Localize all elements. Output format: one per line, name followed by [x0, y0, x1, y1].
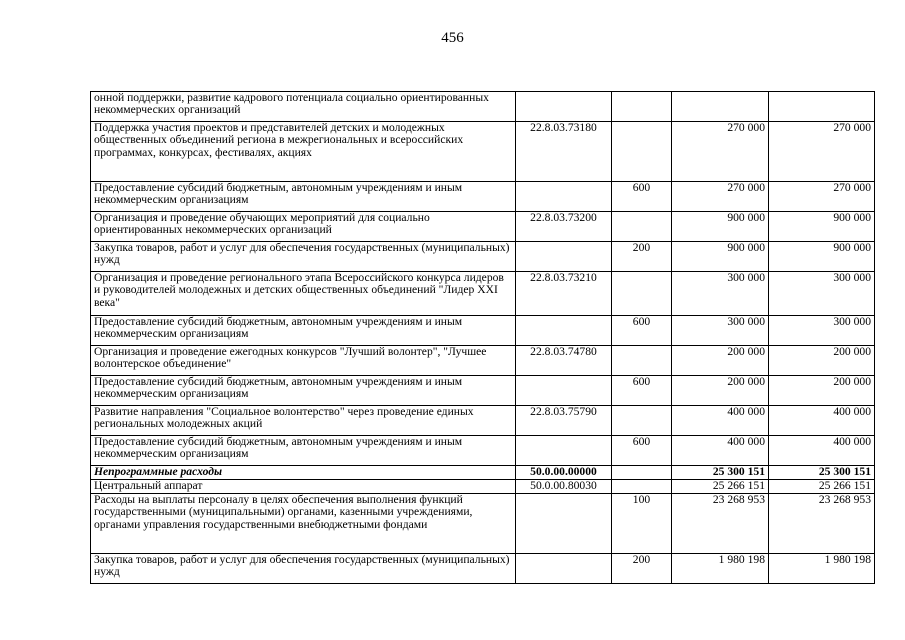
- amount-year2-cell: 25 266 151: [769, 480, 875, 494]
- amount-year2-cell: [769, 92, 875, 122]
- expense-name-cell: Закупка товаров, работ и услуг для обеспечения государственных (муниципальных) нужд: [91, 242, 516, 272]
- amount-year1-cell: [672, 92, 769, 122]
- expense-type-cell: [612, 92, 672, 122]
- amount-year1-cell: 900 000: [672, 212, 769, 242]
- expense-type-cell: [612, 466, 672, 480]
- target-code-cell: 50.0.00.80030: [516, 480, 612, 494]
- amount-year2-cell: 900 000: [769, 242, 875, 272]
- expense-type-cell: [612, 272, 672, 316]
- amount-year1-cell: 900 000: [672, 242, 769, 272]
- target-code-cell: [516, 436, 612, 466]
- amount-year2-cell: 200 000: [769, 376, 875, 406]
- target-code-cell: [516, 376, 612, 406]
- amount-year2-cell: 200 000: [769, 346, 875, 376]
- target-code-cell: 22.8.03.74780: [516, 346, 612, 376]
- table-row: [91, 242, 875, 272]
- table-row: [91, 494, 875, 554]
- table-row: [91, 436, 875, 466]
- expense-name-cell: Центральный аппарат: [91, 480, 516, 494]
- expense-name-cell: Предоставление субсидий бюджетным, автономным учреждениям и иным некоммерческим организациям: [91, 436, 516, 466]
- expense-name-cell: Непрограммные расходы: [91, 466, 516, 480]
- expense-name-cell: Предоставление субсидий бюджетным, автономным учреждениям и иным некоммерческим организациям: [91, 316, 516, 346]
- table-row: [91, 480, 875, 494]
- amount-year2-cell: 300 000: [769, 316, 875, 346]
- amount-year1-cell: 1 980 198: [672, 554, 769, 584]
- target-code-cell: 22.8.03.73180: [516, 122, 612, 182]
- expense-name-cell: Закупка товаров, работ и услуг для обеспечения государственных (муниципальных) нужд: [91, 554, 516, 584]
- amount-year2-cell: 300 000: [769, 272, 875, 316]
- amount-year2-cell: 270 000: [769, 182, 875, 212]
- target-code-cell: [516, 494, 612, 554]
- table-row: [91, 272, 875, 316]
- amount-year1-cell: 400 000: [672, 406, 769, 436]
- target-code-cell: 50.0.00.00000: [516, 466, 612, 480]
- expense-type-cell: 200: [612, 242, 672, 272]
- expense-name-cell: Организация и проведение ежегодных конкурсов "Лучший волонтер", "Лучшее волонтерское объединение": [91, 346, 516, 376]
- amount-year1-cell: 270 000: [672, 182, 769, 212]
- amount-year2-cell: 1 980 198: [769, 554, 875, 584]
- table-row: [91, 92, 875, 122]
- target-code-cell: [516, 554, 612, 584]
- amount-year2-cell: 400 000: [769, 436, 875, 466]
- table-row: [91, 466, 875, 480]
- amount-year1-cell: 270 000: [672, 122, 769, 182]
- expense-name-cell: Поддержка участия проектов и представителей детских и молодежных общественных объединений региона в межрегиональных и всероссийских программах, конкурсах, фестивалях, акциях: [91, 122, 516, 182]
- budget-table-body: [91, 92, 875, 584]
- expense-type-cell: 600: [612, 182, 672, 212]
- expense-name-cell: Расходы на выплаты персоналу в целях обеспечения выполнения функций государственными (муниципальными) органами, казенными учреждениями, органами управления государственными внебюджетными фондами: [91, 494, 516, 554]
- target-code-cell: [516, 242, 612, 272]
- expense-type-cell: [612, 406, 672, 436]
- table-row: [91, 346, 875, 376]
- target-code-cell: [516, 182, 612, 212]
- amount-year2-cell: 23 268 953: [769, 494, 875, 554]
- target-code-cell: [516, 92, 612, 122]
- amount-year1-cell: 200 000: [672, 376, 769, 406]
- target-code-cell: 22.8.03.75790: [516, 406, 612, 436]
- table-row: [91, 554, 875, 584]
- expense-name-cell: онной поддержки, развитие кадрового потенциала социально ориентированных некоммерческих организаций: [91, 92, 516, 122]
- expense-name-cell: Организация и проведение регионального этапа Всероссийского конкурса лидеров и руководителей молодежных и детских общественных объединений "Лидер XXI века": [91, 272, 516, 316]
- expense-name-cell: Предоставление субсидий бюджетным, автономным учреждениям и иным некоммерческим организациям: [91, 182, 516, 212]
- table-row: [91, 316, 875, 346]
- expense-type-cell: [612, 122, 672, 182]
- expense-type-cell: 600: [612, 436, 672, 466]
- expense-type-cell: 100: [612, 494, 672, 554]
- expense-name-cell: Развитие направления "Социальное волонтерство" через проведение единых региональных молодежных акций: [91, 406, 516, 436]
- expense-name-cell: Предоставление субсидий бюджетным, автономным учреждениям и иным некоммерческим организациям: [91, 376, 516, 406]
- amount-year2-cell: 400 000: [769, 406, 875, 436]
- table-row: [91, 212, 875, 242]
- table-row: [91, 376, 875, 406]
- expense-type-cell: 600: [612, 376, 672, 406]
- amount-year2-cell: 270 000: [769, 122, 875, 182]
- amount-year1-cell: 23 268 953: [672, 494, 769, 554]
- expense-name-cell: Организация и проведение обучающих мероприятий для социально ориентированных некоммерческих организаций: [91, 212, 516, 242]
- target-code-cell: 22.8.03.73210: [516, 272, 612, 316]
- amount-year2-cell: 25 300 151: [769, 466, 875, 480]
- expense-type-cell: [612, 346, 672, 376]
- table-row: [91, 182, 875, 212]
- amount-year2-cell: 900 000: [769, 212, 875, 242]
- amount-year1-cell: 25 266 151: [672, 480, 769, 494]
- amount-year1-cell: 300 000: [672, 316, 769, 346]
- expense-type-cell: 600: [612, 316, 672, 346]
- expense-type-cell: 200: [612, 554, 672, 584]
- amount-year1-cell: 25 300 151: [672, 466, 769, 480]
- expense-type-cell: [612, 212, 672, 242]
- target-code-cell: 22.8.03.73200: [516, 212, 612, 242]
- page-number: 456: [441, 30, 464, 46]
- amount-year1-cell: 300 000: [672, 272, 769, 316]
- target-code-cell: [516, 316, 612, 346]
- amount-year1-cell: 200 000: [672, 346, 769, 376]
- amount-year1-cell: 400 000: [672, 436, 769, 466]
- table-row: [91, 406, 875, 436]
- table-row: [91, 122, 875, 182]
- budget-table: [90, 91, 875, 584]
- expense-type-cell: [612, 480, 672, 494]
